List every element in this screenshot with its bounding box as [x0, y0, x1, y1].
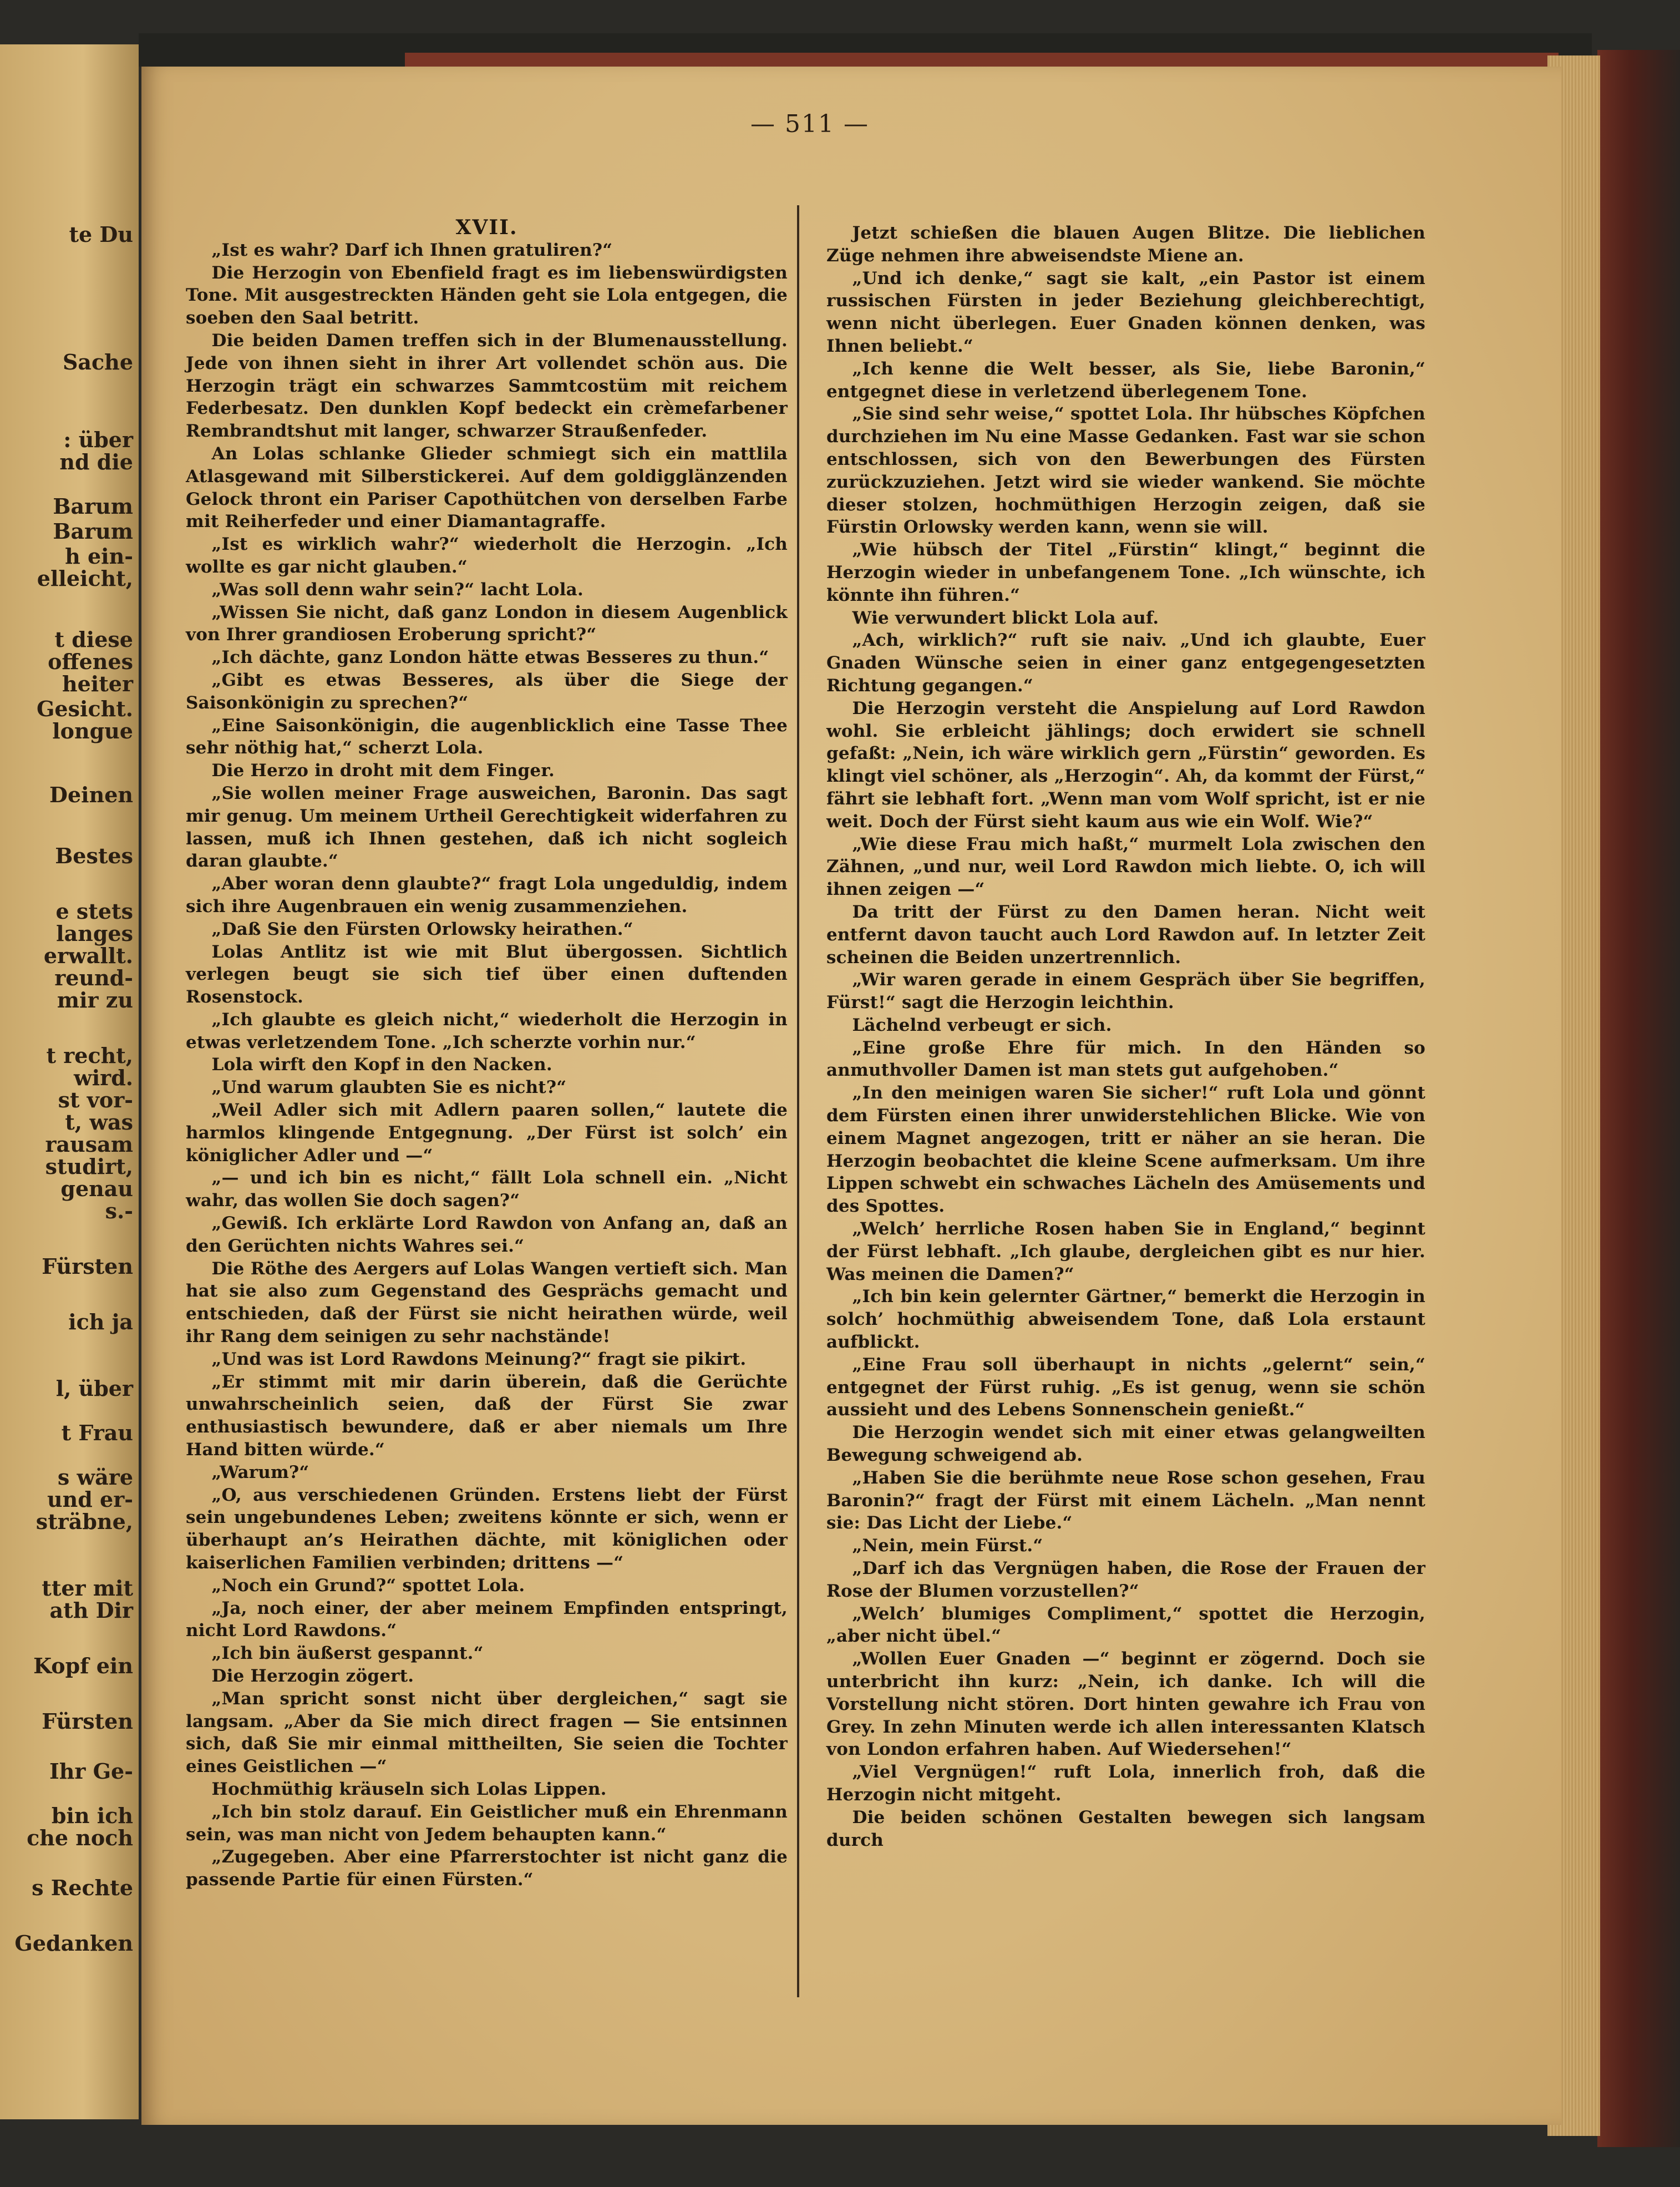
left-page-text-fragment: Gesicht. [36, 696, 133, 721]
paragraph: Die Herzogin versteht die Anspielung auf Lord Rawdon wohl. Sie erbleicht jählings; doch erwidert sie schnell gefaßt: „Nein, ich wäre wirklich gern „Fürstin“ geworden. Es klingt viel schöner, als „Herzogin“. Ah, da kommt der Fürst,“ fährt sie lebhaft fort. „Wenn man vom Wolf spricht, ist er nie weit. Doch der Fürst sieht kaum aus wie ein Wolf. Wie?“ [826, 698, 1425, 832]
left-page-text-fragment: h ein- [65, 544, 133, 569]
paragraph: An Lolas schlanke Glieder schmiegt sich ein mattlila Atlasgewand mit Silberstickerei. Auf dem goldigglänzenden Gelock thront ein Pariser Capothütchen von derselben Farbe mit Reiherfeder und einer Diamantagraffe. [186, 443, 788, 532]
paragraph: Lola wirft den Kopf in den Nacken. [211, 1055, 552, 1075]
paragraph: Die beiden Damen treffen sich in der Blumenausstellung. Jede von ihnen sieht in ihrer Art vollendet schön aus. Die Herzogin trägt ein schwarzes Sammtcostüm mit reichem Federbesatz. Den dunklen Kopf bedeckt ein crèmefarbener Rembrandtshut mit langer, schwarzer Straußenfeder. [186, 330, 788, 442]
paragraph: „Welch’ herrliche Rosen haben Sie in England,“ beginnt der Fürst lebhaft. „Ich glaube, dergleichen gibt es nur hier. Was meinen die Damen?“ [826, 1219, 1425, 1284]
left-page-text-fragment: t, was [65, 1110, 133, 1135]
paragraph: „Wie diese Frau mich haßt,“ murmelt Lola zwischen den Zähnen, „und nur, weil Lord Rawdon mich liebte. O, ich will ihnen zeigen —“ [826, 834, 1425, 900]
paragraph: „Und warum glaubten Sie es nicht?“ [211, 1077, 567, 1098]
paragraph: „Wie hübsch der Titel „Fürstin“ klingt,“ beginnt die Herzogin wieder in unbefangenem Tone. „Ich wünschte, ich könnte ihn führen.“ [826, 540, 1425, 605]
left-page-text-fragment: genau [60, 1176, 133, 1201]
left-page-text-fragment: mir zu [57, 988, 133, 1012]
left-page-text-fragment: Gedanken [14, 1931, 133, 1956]
paragraph: „Ich bin stolz darauf. Ein Geistlicher muß ein Ehrenmann sein, was man nicht von Jedem behaupten kann.“ [186, 1801, 788, 1845]
left-page-text-fragment: Kopf ein [33, 1653, 133, 1678]
paragraph: Lolas Antlitz ist wie mit Blut übergossen. Sichtlich verlegen beugt sie sich tief über einen duftenden Rosenstock. [186, 941, 788, 1008]
paragraph: „Ich bin kein gelernter Gärtner,“ bemerkt die Herzogin in solch’ hochmüthig abweisendem Tone, daß Lola erstaunt aufblickt. [826, 1287, 1425, 1353]
left-page-text-fragment: te Du [69, 222, 133, 247]
left-page-text-fragment: Deinen [49, 782, 133, 807]
paragraph: „Sie wollen meiner Frage ausweichen, Baronin. Das sagt mir genug. Um meinem Urtheil Gerechtigkeit widerfahren zu lassen, muß ich Ihnen gestehen, daß ich nicht sogleich daran glaubte.“ [186, 783, 788, 872]
left-page-text-fragment: s Rechte [32, 1875, 133, 1900]
paragraph: „Wir waren gerade in einem Gespräch über Sie begriffen, Fürst!“ sagt die Herzogin leichthin. [826, 970, 1425, 1013]
left-page-text-fragment: Barum [53, 494, 133, 519]
paragraph: „Ist es wahr? Darf ich Ihnen gratuliren?“ [211, 240, 613, 260]
paragraph: „— und ich bin es nicht,“ fällt Lola schnell ein. „Nicht wahr, das wollen Sie doch sagen?“ [186, 1168, 788, 1211]
paragraph: „Ich glaubte es gleich nicht,“ wiederholt die Herzogin in etwas verletzendem Tone. „Ich scherzte vorhin nur.“ [186, 1009, 788, 1052]
left-page-edge [0, 44, 139, 2119]
left-page-text-fragment: Ihr Ge- [49, 1759, 133, 1784]
paragraph: Lächelnd verbeugt er sich. [852, 1015, 1112, 1035]
paragraph: „Nein, mein Fürst.“ [852, 1536, 1043, 1556]
left-page-text-fragment: l, über [55, 1376, 133, 1401]
paragraph: „Eine große Ehre für mich. In den Händen so anmuthvoller Damen ist man stets gut aufgehoben.“ [826, 1037, 1425, 1081]
left-page-text-fragment: tter mit [42, 1576, 133, 1601]
column-divider [797, 205, 799, 1997]
paragraph: „Noch ein Grund?“ spottet Lola. [211, 1575, 525, 1596]
paragraph: „Ach, wirklich?“ ruft sie naiv. „Und ich glaubte, Euer Gnaden Wünsche seien in einer ganz entgegengesetzten Richtung gegangen.“ [826, 630, 1425, 696]
paragraph: Die Röthe des Aergers auf Lolas Wangen vertieft sich. Man hat sie also zum Gegenstand des Gesprächs gemacht und entschieden, daß der Fürst sie nicht heirathen würde, weil ihr Rang dem seinigen zu sehr nachstände! [186, 1258, 788, 1347]
left-page-text-fragment: st vor- [58, 1087, 133, 1112]
paragraph: „Und ich denke,“ sagt sie kalt, „ein Pastor ist einem russischen Fürsten in jeder Beziehung gleichberechtigt, wenn nicht überlegen. Euer Gnaden können denken, was Ihnen beliebt.“ [826, 268, 1425, 356]
left-page-text-fragment: langes [56, 921, 133, 946]
paragraph: „Man spricht sonst nicht über dergleichen,“ sagt sie langsam. „Aber da Sie mich direct fragen — Sie entsinnen sich, daß Sie mir einmal mittheilten, Sie seien die Tochter eines Geistlichen —“ [186, 1688, 788, 1777]
right-text-column [826, 222, 1425, 1851]
paragraph: Wie verwundert blickt Lola auf. [852, 608, 1159, 628]
left-page-text-fragment: studirt, [45, 1154, 133, 1179]
left-page-text-fragment: und er- [47, 1487, 133, 1512]
left-page-text-fragment: erwallt. [43, 943, 133, 968]
paragraph: „Welch’ blumiges Compliment,“ spottet die Herzogin, „aber nicht übel.“ [826, 1603, 1425, 1647]
paragraph: „Sie sind sehr weise,“ spottet Lola. Ihr hübsches Köpfchen durchziehen im Nu eine Masse Gedanken. Fast war sie schon entschlossen, sich von den Bewerbungen des Fürsten zurückzuziehen. Jetzt wird sie wieder wankend. Sie möchte dieser stolzen, hochmüthigen Herzogin zeigen, daß sie Fürstin Orlowsky werden kann, wenn sie will. [826, 404, 1425, 538]
paragraph: „Gibt es etwas Besseres, als über die Siege der Saisonkönigin zu sprechen?“ [186, 670, 788, 713]
paragraph: „O, aus verschiedenen Gründen. Erstens liebt der Fürst sein ungebundenes Leben; zweitens könnte er sich, wenn er überhaupt an’s Heirathen dächte, mit königlichen oder kaiserlichen Familien verbinden; drittens —“ [186, 1485, 788, 1573]
left-page-text-fragment: wird. [74, 1065, 133, 1090]
left-page-text-fragment: elleicht, [37, 566, 133, 591]
left-page-text-fragment: s wäre [57, 1465, 133, 1490]
paragraph: „Ich dächte, ganz London hätte etwas Besseres zu thun.“ [211, 647, 769, 668]
paragraph: Hochmüthig kräuseln sich Lolas Lippen. [211, 1779, 607, 1799]
paragraph: „Haben Sie die berühmte neue Rose schon gesehen, Frau Baronin?“ fragt der Fürst mit einem Lächeln. „Man nennt sie: Das Licht der Liebe.“ [826, 1467, 1425, 1533]
left-page-text-fragment: ath Dir [49, 1598, 133, 1623]
paragraph: „In den meinigen waren Sie sicher!“ ruft Lola und gönnt dem Fürsten einen ihrer unwiderstehlichen Blicke. Wie von einem Magnet angezogen, tritt er näher an sie heran. Die Herzogin beobachtet die kleine Scene aufmerksam. Um ihre Lippen schwebt ein schwaches Lächeln des Amüsements und des Spottes. [826, 1083, 1425, 1217]
left-page-text-fragment: che noch [27, 1825, 133, 1850]
paragraph: „Ist es wirklich wahr?“ wiederholt die Herzogin. „Ich wollte es gar nicht glauben.“ [186, 534, 788, 577]
left-page-text-fragment: sträbne, [35, 1509, 133, 1534]
paragraph: „Darf ich das Vergnügen haben, die Rose der Frauen der Rose der Blumen vorzustellen?“ [826, 1558, 1425, 1601]
chapter-heading: XVII. [455, 216, 518, 239]
left-page-text-fragment: t diese [54, 627, 133, 652]
left-page-text-fragment: Bestes [55, 843, 133, 868]
paragraph: „Er stimmt mit mir darin überein, daß die Gerüchte unwahrscheinlich seien, daß der Fürst Sie zwar enthusiastisch bewundere, daß er aber niemals um Ihre Hand bitten würde.“ [186, 1371, 788, 1460]
paragraph: „Weil Adler sich mit Adlern paaren sollen,“ lautete die harmlos klingende Entgegnung. „Der Fürst ist solch’ ein königlicher Adler und —“ [186, 1100, 788, 1166]
paragraph: Jetzt schießen die blauen Augen Blitze. Die lieblichen Züge nehmen ihre abweisendste Miene an. [826, 223, 1425, 266]
left-page-text-fragment: Sache [62, 350, 133, 374]
paragraph: Die beiden schönen Gestalten bewegen sich langsam durch [826, 1807, 1425, 1850]
paragraph: „Ich bin äußerst gespannt.“ [211, 1643, 484, 1664]
left-page-text-fragment: rausam [45, 1132, 133, 1157]
paragraph: „Eine Frau soll überhaupt in nichts „gelernt“ sein,“ entgegnet der Fürst ruhig. „Es ist genug, wenn sie schön aussieht und des Lebens Sonnenschein genießt.“ [826, 1354, 1425, 1420]
left-page-text-fragment: : über [63, 427, 133, 452]
paragraph: „Wissen Sie nicht, daß ganz London in diesem Augenblick von Ihrer grandiosen Eroberung spricht?“ [186, 602, 788, 645]
left-page-text-fragment: ich ja [68, 1309, 133, 1334]
page-number: — 511 — [750, 110, 869, 138]
paragraph: Die Herzogin von Ebenfield fragt es im liebenswürdigsten Tone. Mit ausgestreckten Händen geht sie Lola entgegen, die soeben den Saal betritt. [186, 262, 788, 328]
left-page-text-fragment: e stets [55, 899, 133, 924]
left-page-text-fragment: offenes [48, 649, 133, 674]
paragraph: Die Herzogin wendet sich mit einer etwas gelangweilten Bewegung schweigend ab. [826, 1422, 1425, 1466]
paragraph: „Daß Sie den Fürsten Orlowsky heirathen.“ [211, 919, 633, 939]
paragraph: „Ja, noch einer, der aber meinem Empfinden entspringt, nicht Lord Rawdons.“ [186, 1598, 788, 1641]
paragraph: „Wollen Euer Gnaden —“ beginnt er zögernd. Doch sie unterbricht ihn kurz: „Nein, ich danke. Ich will die Vorstellung nicht stören. Dort hinten gewahre ich Frau von Grey. In zehn Minuten werde ich allen interessanten Klatsch von London erfahren haben. Auf Wiedersehen!“ [826, 1649, 1425, 1760]
paragraph: „Ich kenne die Welt besser, als Sie, liebe Baronin,“ entgegnet diese in verletzend überlegenem Tone. [826, 358, 1425, 402]
paragraph: „Gewiß. Ich erklärte Lord Rawdon von Anfang an, daß an den Gerüchten nichts Wahres sei.“ [186, 1213, 788, 1256]
paragraph: „Was soll denn wahr sein?“ lacht Lola. [211, 579, 583, 600]
left-page-text-fragment: Fürsten [42, 1709, 133, 1734]
paragraph: „Viel Vergnügen!“ ruft Lola, innerlich froh, daß die Herzogin nicht mitgeht. [826, 1762, 1425, 1805]
left-page-text-fragment: Barum [53, 519, 133, 544]
left-page-text-fragment: s.- [105, 1198, 133, 1223]
paragraph: „Warum?“ [211, 1462, 309, 1482]
paragraph: „Zugegeben. Aber eine Pfarrerstochter ist nicht ganz die passende Partie für einen Fürsten.“ [186, 1847, 788, 1890]
paragraph: Die Herzo in droht mit dem Finger. [211, 761, 555, 781]
left-page-text-fragment: heiter [62, 671, 133, 696]
book-spine-right [1597, 50, 1680, 2147]
left-page-text-fragment: t recht, [46, 1043, 133, 1068]
paragraph: „Aber woran denn glaubte?“ fragt Lola ungeduldig, indem sich ihre Augenbrauen ein wenig zusammenziehen. [186, 874, 788, 917]
paragraph: „Eine Saisonkönigin, die augenblicklich eine Tasse Thee sehr nöthig hat,“ scherzt Lola. [186, 715, 788, 758]
paragraph: „Und was ist Lord Rawdons Meinung?“ fragt sie pikirt. [211, 1349, 747, 1369]
left-page-text-fragment: nd die [59, 449, 133, 474]
paragraph: Da tritt der Fürst zu den Damen heran. Nicht weit entfernt davon taucht auch Lord Rawdon auf. In letzter Zeit scheinen die Beiden unzertrennlich. [826, 902, 1425, 968]
left-page-text-fragment: t Frau [61, 1420, 133, 1445]
left-text-column [186, 216, 788, 1891]
left-page-text-fragment: longue [52, 718, 133, 743]
paragraph: Die Herzogin zögert. [211, 1666, 414, 1686]
left-page-text-fragment: Fürsten [42, 1254, 133, 1279]
left-page-text-fragment: bin ich [51, 1803, 133, 1828]
left-page-text-fragment: reund- [54, 965, 133, 990]
